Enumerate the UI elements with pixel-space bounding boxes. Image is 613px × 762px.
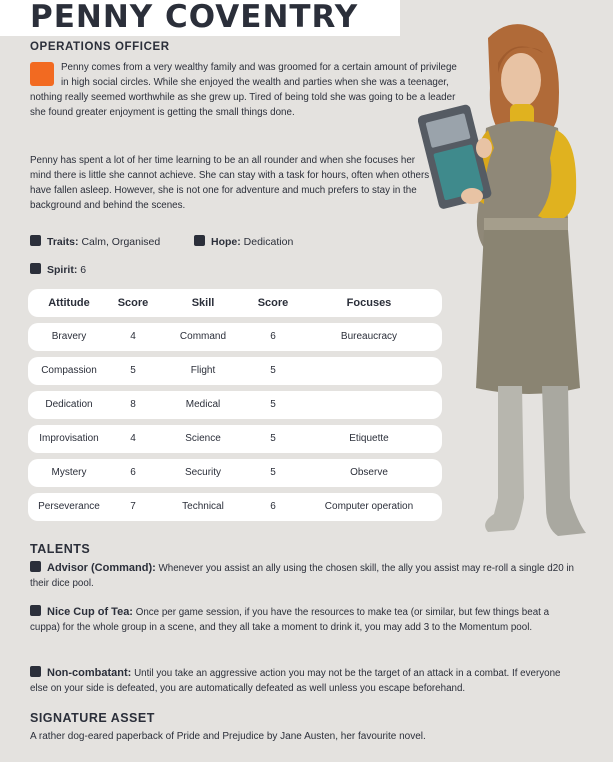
talent-text: Whenever you assist an ally using the chosen skill, the ally you assist may re-roll a single d20 in their dice pool. [30, 563, 574, 589]
traits-stat [30, 235, 160, 248]
attitude-cell: Dedication [45, 399, 93, 410]
square-bullet-icon [30, 666, 41, 677]
skill-cell: Flight [190, 365, 216, 376]
skill-score-cell: 5 [270, 467, 276, 478]
talents-heading: TALENTS [30, 542, 91, 556]
attitude-score-cell: 5 [130, 365, 136, 376]
hope-label: Hope: [211, 236, 241, 248]
square-bullet-icon [30, 263, 41, 274]
boot-right [542, 386, 586, 536]
skill-cell: Security [184, 467, 222, 478]
square-bullet-icon [194, 235, 205, 246]
talent-text: Once per game session, if you have the resources to make tea (or similar, but few things beat a cuppa) for the whole group in a scene, and they all take a moment to drink it, you may add 3 to the Momentum pool. [30, 607, 550, 633]
talent-text: Until you take an aggressive action you may not be the target of an attack in a combat. If everyone else on your side is defeated, you are automatically defeated as well unless you escape beforehand. [30, 668, 561, 694]
character-portrait [418, 18, 613, 548]
attitude-skill-table [28, 289, 442, 527]
skirt [476, 230, 580, 394]
table-row [28, 493, 442, 521]
header-skill: Skill [191, 297, 215, 309]
traits-label: Traits: [47, 236, 79, 248]
focus-cell: Computer operation [324, 501, 414, 512]
table-row [28, 357, 442, 385]
header-attitude: Attitude [48, 297, 90, 309]
talent-name: Nice Cup of Tea: [47, 606, 133, 618]
focus-cell: Observe [350, 467, 388, 478]
attitude-cell: Improvisation [39, 433, 99, 444]
bio-text-1: Penny comes from a very wealthy family and was groomed for a certain amount of privilege in high social circles. While she enjoyed the wealth and parties when she was a teenager, nothing really seemed worthwhile as she grew up. Tired of being told she was going to be a leader she found greater enjoyment is getting the small things done. [30, 62, 457, 118]
orange-square-icon [30, 62, 54, 86]
skill-cell: Science [185, 433, 221, 444]
square-bullet-icon [30, 561, 41, 572]
role-subtitle: OPERATIONS OFFICER [30, 41, 170, 53]
table-row [28, 323, 442, 351]
table-row [28, 459, 442, 487]
table-row [28, 391, 442, 419]
header-score: Score [117, 297, 149, 309]
square-bullet-icon [30, 605, 41, 616]
talent-name: Advisor (Command): [47, 562, 156, 574]
attitude-score-cell: 6 [130, 467, 136, 478]
table-row [28, 425, 442, 453]
attitude-score-cell: 8 [130, 399, 136, 410]
hand-right [476, 138, 492, 158]
skill-score-cell: 5 [270, 399, 276, 410]
hope-value: Dedication [243, 236, 294, 248]
skill-score-cell: 6 [270, 501, 276, 512]
hand-left [461, 188, 483, 204]
bio-paragraph-2: Penny has spent a lot of her time learning to be an all rounder and when she focuses her mind there is little she cannot achieve. She can stay with a task for hours, often when others have fallen asleep. However, she is not one for adventure and much prefers to stay in the background and behind the scenes. [30, 155, 430, 211]
attitude-score-cell: 4 [130, 433, 136, 444]
spirit-value: 6 [80, 264, 87, 276]
traits-value: Calm, Organised [81, 236, 161, 248]
talent-advisor [30, 561, 575, 591]
focus-cell: Bureaucracy [340, 331, 398, 342]
skill-cell: Command [179, 331, 227, 342]
spirit-label: Spirit: [47, 264, 78, 276]
attitude-cell: Compassion [41, 365, 97, 376]
face [501, 53, 541, 107]
hope-stat [194, 235, 293, 248]
skill-score-cell: 5 [270, 433, 276, 444]
skill-cell: Technical [182, 501, 224, 512]
talent-name: Non-combatant: [47, 667, 132, 679]
talent-nice-cup-of-tea [30, 605, 575, 635]
bio-paragraph-1 [30, 60, 458, 120]
attitude-cell: Bravery [51, 331, 87, 342]
page-title: PENNY COVENTRY [30, 0, 359, 35]
skill-cell: Medical [185, 399, 221, 410]
attitude-cell: Mystery [51, 467, 87, 478]
square-bullet-icon [30, 235, 41, 246]
talent-non-combatant [30, 666, 575, 696]
boot-left [485, 386, 524, 532]
focus-cell: Etiquette [349, 433, 389, 444]
belt [484, 218, 568, 230]
signature-asset-text: A rather dog-eared paperback of Pride and Prejudice by Jane Austen, her favourite novel. [30, 731, 426, 742]
skill-score-cell: 5 [270, 365, 276, 376]
attitude-cell: Perseverance [38, 501, 100, 512]
attitude-score-cell: 4 [130, 331, 136, 342]
header-score: Score [257, 297, 289, 309]
signature-asset-heading: SIGNATURE ASSET [30, 711, 155, 725]
spirit-stat [30, 263, 86, 276]
table-header-row [28, 289, 442, 317]
attitude-score-cell: 7 [130, 501, 136, 512]
skill-score-cell: 6 [270, 331, 276, 342]
header-focuses: Focuses [346, 297, 392, 309]
